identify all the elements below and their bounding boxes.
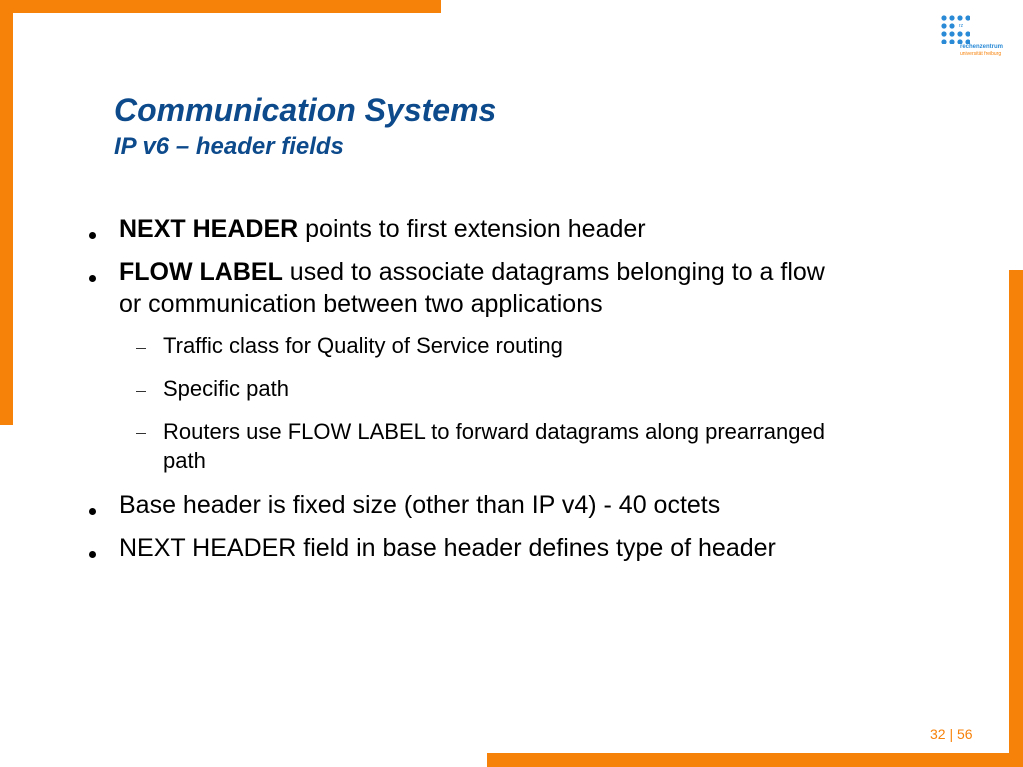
bullet-item [119,533,776,563]
bullet-keyword: NEXT HEADER [119,215,299,243]
bullet-text: NEXT HEADER field in base header defines type of header [119,534,776,562]
bullet-text: Base header is fixed size (other than IP v4) - 40 octets [119,491,721,519]
page-separator: | [945,726,957,742]
bullet-item [119,490,720,520]
bullet-item [119,257,825,287]
bullet-keyword: FLOW LABEL [119,258,283,286]
slide-title: Communication Systems [114,92,497,128]
bullet-text: used to associate datagrams belonging to a flow [282,258,825,286]
dash-icon [136,348,146,349]
subitem: Specific path [163,376,289,401]
logo-name: rechenzentrum [960,44,1004,50]
dash-icon [136,391,146,392]
subitem-continuation: path [163,448,206,473]
page-current: 32 [930,726,946,742]
bullet-icon [89,551,96,558]
dash-icon [136,433,146,434]
slide-subtitle: IP v6 – header fields [114,133,344,160]
page-total: 56 [957,726,973,742]
bullet-item-continuation: or communication between two applications [119,290,603,318]
bullet-icon [89,508,96,515]
bullet-icon [89,275,96,282]
bullet-item [119,214,646,244]
bullet-text: points to first extension header [298,215,646,243]
logo-tag: rz [959,23,964,29]
subitem: Routers use FLOW LABEL to forward datagrams along prearranged [163,419,825,444]
subitem: Traffic class for Quality of Service routing [163,333,563,358]
bullet-icon [89,232,96,239]
logo-subname: universität freiburg [960,51,1002,57]
page-number [930,725,973,743]
